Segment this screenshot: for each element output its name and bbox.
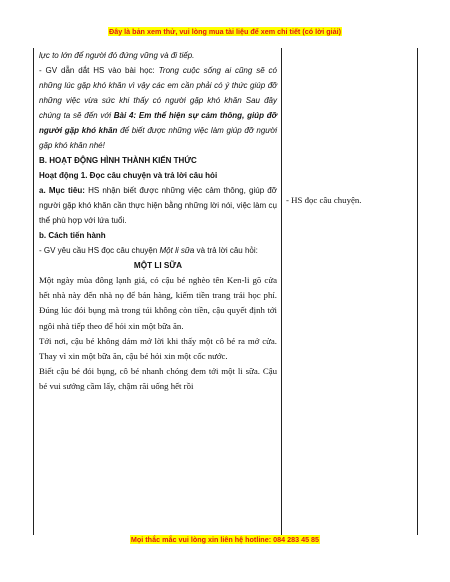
story-title: MỘT LI SỮA — [133, 261, 183, 270]
intro-paragraph — [39, 63, 277, 153]
preview-notice-text: Đây là bản xem thử, vui lòng mua tài liệu để xem chi tiết (có lời giải) — [109, 27, 341, 36]
goal-text: HS nhận biết được những việc cảm thông, giúp đỡ người gặp khó khăn cần thực hiện bằng những lời nói, việc làm cụ thể phù hợp với lứa tuổi. — [39, 186, 277, 225]
student-activity-text: - HS đọc câu chuyện. — [286, 195, 362, 205]
section-b-heading: B. HOẠT ĐỘNG HÌNH THÀNH KIẾN THỨC — [39, 156, 197, 165]
teacher-activity-column — [39, 48, 277, 395]
intro-prefix: - GV dẫn dắt HS vào bài học: — [39, 66, 159, 75]
continuation-line: lực to lớn để người đó đứng vững và đi tiếp. — [39, 51, 195, 60]
method-heading: b. Cách tiến hành — [39, 231, 106, 240]
preview-notice-banner — [0, 27, 450, 37]
lesson-title: Bài 4: Em thể hiện sự cảm thông, giúp đỡ người gặp khó khăn — [39, 111, 277, 135]
intro-italic: Trong cuộc sống ai cũng sẽ có những lúc gặp khó khăn vì vậy các em cần phải có ý thức giúp đỡ những việc vừa sức khi thấy có người gặp khó khăn Sau đây chúng ta sẽ đến với — [39, 66, 278, 120]
story-paragraph-3: Biết cậu bé đói bụng, cô bé nhanh chóng đem tới một li sữa. Cậu bé vui sướng cầm lấy, chậm rãi uống hết rồi — [39, 366, 277, 392]
intro-end: để biết được những việc làm giúp đỡ người gặp khó khăn nhé! — [39, 126, 277, 150]
goal-label: a. Mục tiêu: — [39, 186, 85, 195]
goal-paragraph — [39, 183, 277, 228]
method-story-name: Một li sữa — [159, 246, 195, 255]
method-end: và trả lời câu hỏi: — [194, 246, 258, 255]
column-divider — [281, 48, 282, 535]
hotline-banner — [0, 535, 450, 545]
activity-1-heading: Hoạt động 1. Đọc câu chuyện và trả lời câu hỏi — [39, 171, 218, 180]
story-paragraph-2: Tới nơi, cậu bé không dám mở lời khi thấy một cô bé ra mở cửa. Thay vì xin một bữa ăn, cậu bé hỏi xin một cốc nước. — [39, 335, 277, 362]
hotline-text: Mọi thắc mắc vui lòng xin liên hệ hotline: 084 283 45 85 — [130, 535, 320, 544]
story-paragraph-1: Một ngày mùa đông lạnh giá, có cậu bé nghèo tên Ken-li gõ cửa hết nhà này đến nhà nọ để bán hàng, kiếm tiền trang trải học phí. Đúng lúc đói bụng mà trong túi không còn tiền, cậu quyết định tới ngôi nhà tiếp theo để hỏi xin một bữa ăn. — [39, 275, 277, 331]
method-prefix: - GV yêu cầu HS đọc câu chuyện — [39, 246, 160, 255]
method-paragraph — [39, 243, 277, 258]
student-activity-column — [286, 193, 416, 208]
lesson-table — [33, 48, 418, 535]
